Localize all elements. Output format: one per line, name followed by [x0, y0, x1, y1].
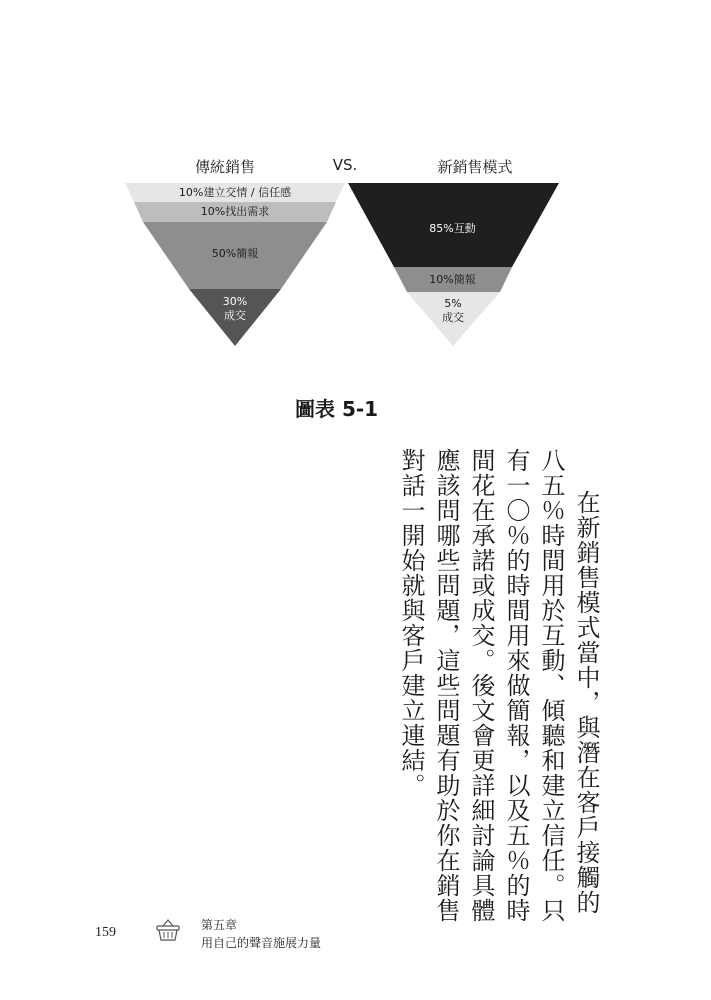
new-model-segment-1-label: 85%互動: [429, 222, 476, 235]
traditional-segment-3-label: 50%簡報: [211, 247, 259, 260]
traditional-sales-heading: 傳統銷售: [194, 158, 255, 176]
chapter-number: 第五章: [201, 918, 238, 932]
body-column-5: 應該問哪些問題，這些問題有助於你在銷售: [432, 448, 460, 923]
figure-caption: 圖表 5-1: [295, 397, 379, 421]
figure-5-1: [120, 150, 590, 360]
chapter-title: 用自己的聲音施展力量: [201, 936, 322, 950]
traditional-segment-2-label: 10%找出需求: [200, 205, 270, 218]
body-column-3: 有一〇％的時間用來做簡報，以及五％的時: [502, 448, 530, 923]
new-model-segment-3-label: [415, 297, 491, 325]
vs-label: VS.: [332, 156, 358, 174]
body-column-4: 間花在承諾或成交。後文會更詳細討論具體: [467, 448, 495, 923]
traditional-segment-4-text: 成交: [224, 309, 246, 322]
basket-icon: [155, 918, 181, 942]
body-column-1: 在新銷售模式當中，與潛在客戶接觸的: [572, 490, 600, 915]
new-model-segment-3-text: 成交: [442, 311, 464, 324]
new-model-segment-2-label: 10%簡報: [429, 273, 476, 286]
new-model-segment-3-percent: 5%: [444, 297, 462, 310]
new-sales-model-heading: 新銷售模式: [437, 158, 513, 176]
chapter-label: [201, 916, 321, 952]
body-column-6: 對話一開始就與客戶建立連結。: [397, 448, 425, 798]
traditional-segment-4-percent: 30%: [222, 295, 248, 308]
traditional-segment-1-label: 10%建立交情 / 信任感: [178, 186, 292, 199]
page-number: 159: [95, 925, 116, 940]
body-column-2: 八五％時間用於互動、傾聽和建立信任。只: [537, 448, 565, 923]
traditional-segment-4-label: [190, 295, 280, 323]
